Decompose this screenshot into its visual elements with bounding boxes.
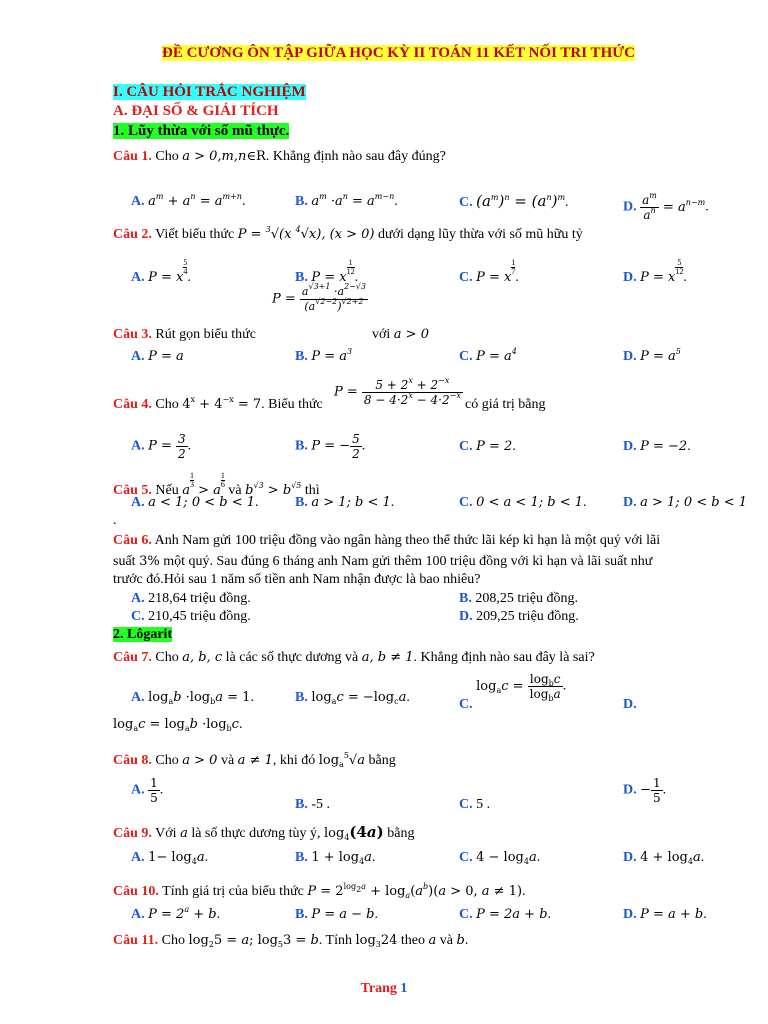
q9-option-c[interactable]: C. $4 - \log_4a$. [459,850,541,866]
q1-option-d[interactable]: D. $\frac{a^m}{a^n}$ = $a^{n-m}$. [623,191,709,222]
q7-option-b[interactable]: B. $\log_ac = -\log_ca$. [295,690,410,706]
q6-option-a[interactable]: A. 218,64 triệu đồng. [131,591,251,606]
q8-option-b[interactable]: B. -5 . [295,797,331,812]
q8-option-a[interactable]: A. $\frac{1}{5}$ . [131,776,164,805]
q3-option-c[interactable]: C. $P = a^4$ [459,347,517,364]
q4-option-d[interactable]: D. P = −2. [623,439,691,454]
q9-option-b[interactable]: B. $1 + \log_4a$. [295,850,376,866]
q4-option-b[interactable]: B. P = − $\frac{5}{2}$ . [295,432,366,461]
q7-option-d[interactable]: D. [623,697,637,712]
q4-option-c[interactable]: C. P = 2. [459,439,516,454]
question-11: Câu 11. Cho $\log_25 = a$; $\log_53 = b$. Tính $\log_324$ theo a và b. [113,933,469,949]
section-heading: I. CÂU HỎI TRẮC NGHIỆM [113,84,306,100]
q5-option-c[interactable]: C. 0 < a < 1; b < 1. [459,495,587,510]
q4-tail: có giá trị bằng [465,397,546,412]
q3-option-d[interactable]: D. $P = a^5$ [623,347,681,364]
q7-option-a[interactable]: A. $\log_ab \cdot\log_ba = 1$. [131,690,254,706]
q3-condition: với a > 0 [372,327,429,342]
question-2: Câu 2. Viết biểu thức P = $^3$√(x $^4$√x), (x > 0) dưới dạng lũy thừa với số mũ hữu tỷ [113,225,583,242]
question-4: Câu 4. Cho $4^x + 4^{-x} = 7$. Biểu thức [113,395,323,412]
q9-option-d[interactable]: D. $4 + \log_4a$. [623,850,705,866]
q5-option-d[interactable]: D. a > 1; 0 < b < 1 [623,495,747,510]
q3-option-b[interactable]: B. $P = a^3$ [295,347,353,364]
q10-option-c[interactable]: C. P = 2a + b. [459,907,552,922]
q8-option-d[interactable]: D. − $\frac{1}{5}$ . [623,776,667,805]
q2-option-d[interactable]: D. P = x $\frac{5}{12}$ . [623,258,687,285]
topic-heading-1: 1. Lũy thừa với số mũ thực. [113,123,290,139]
q10-option-a[interactable]: A. $P = 2^a + b$. [131,905,221,922]
q3-option-a[interactable]: A. P = a [131,349,184,364]
q6-option-d[interactable]: D. 209,25 triệu đồng. [459,609,579,624]
q6-option-b[interactable]: B. 208,25 triệu đồng. [459,591,578,606]
q10-option-d[interactable]: D. P = a + b. [623,907,707,922]
q2-option-b[interactable]: B. P = x $\frac{1}{12}$ . [295,258,359,285]
document-title: ĐỀ CƯƠNG ÔN TẬP GIỮA HỌC KỲ II TOÁN 11 KẾT NỐI TRI THỨC [162,45,636,61]
q8-option-c[interactable]: C. 5 . [459,797,491,812]
question-6: Câu 6. Anh Nam gửi 100 triệu đồng vào ngân hàng theo thể thức lãi kép kì hạn là một quý với lãi [113,533,661,548]
question-1: Câu 1. Cho a > 0,m,n∈R. Khẳng định nào sau đây đúng? [113,149,446,164]
page-footer: Trang 1 [360,981,408,996]
q2-option-c[interactable]: C. P = x $\frac{1}{7}$ . [459,258,519,285]
q4-option-a[interactable]: A. P = $\frac{3}{2}$ . [131,432,192,461]
q1-option-c[interactable]: C. $(a^m)^n = (a^n)^m$. [459,192,569,210]
q10-option-b[interactable]: B. P = a − b. [295,907,378,922]
question-10: Câu 10. Tính giá trị của biểu thức $P = 2^{log_2a} + \log_a(a^b)(a > 0$, a ≠ 1). [113,882,526,900]
question-3: Câu 3. Rút gọn biểu thức [113,327,256,342]
q9-option-a[interactable]: A. $1- \log_4a$. [131,850,209,866]
question-7: Câu 7. Cho a, b, c là các số thực dương và a, b ≠ 1. Khẳng định nào sau đây là sai? [113,650,595,665]
q1-option-b[interactable]: B. $a^m \cdot a^n = a^{m-n}$. [295,192,398,209]
q4-expression: P = $\frac{5 + 2^x + 2^{-x}}{8 - 4\cdot 2^x - 4\cdot 2^{-x}}$ [334,376,461,407]
stray-dot: . [113,513,117,528]
q7-option-d-text: $\log_ac = \log_ab \cdot\log_bc$. [113,717,243,733]
subsection-heading: A. ĐẠI SỐ & GIẢI TÍCH [113,103,279,119]
q6-line-2: suất 3% một quý. Sau đúng 6 tháng anh Nam gửi thêm 100 triệu đồng với kì hạn và lãi suất như [113,554,653,569]
question-8: Câu 8. Cho a > 0 và a ≠ 1, khi đó $\log_a^5√a$ bằng [113,751,396,769]
q6-option-c[interactable]: C. 210,45 triệu đồng. [131,609,251,624]
q3-expression: P = $\frac{a^{√3+1} \cdot a^{2-√3}}{(a^{√2-2})^{√2+2}}$ [272,282,366,313]
question-5: Câu 5. Nếu a $\frac{1}{3}$ > a $\frac{1}{6}$ và $b^{√3} > b^{√5}$ thì [113,471,320,498]
question-9: Câu 9. Với a là số thực dương tùy ý, $\log_4(4a)$ bằng [113,823,415,842]
q1-option-a[interactable]: A. $a^m + a^n = a^{m+n}$. [131,192,246,209]
q2-option-a[interactable]: A. P = x $\frac{5}{4}$ . [131,258,191,285]
q5-option-b[interactable]: B. a > 1; b < 1. [295,495,395,510]
q7-option-c[interactable]: C. $\log_ac$ = $\frac{\log_bc}{\log_ba}$ . [459,672,567,712]
q6-line-3: trước đó.Hỏi sau 1 năm số tiền anh Nam nhận được là bao nhiêu? [113,572,481,587]
q5-option-a[interactable]: A. a < 1; 0 < b < 1. [131,495,259,510]
topic-heading-2: 2. Lôgarit [113,627,173,642]
